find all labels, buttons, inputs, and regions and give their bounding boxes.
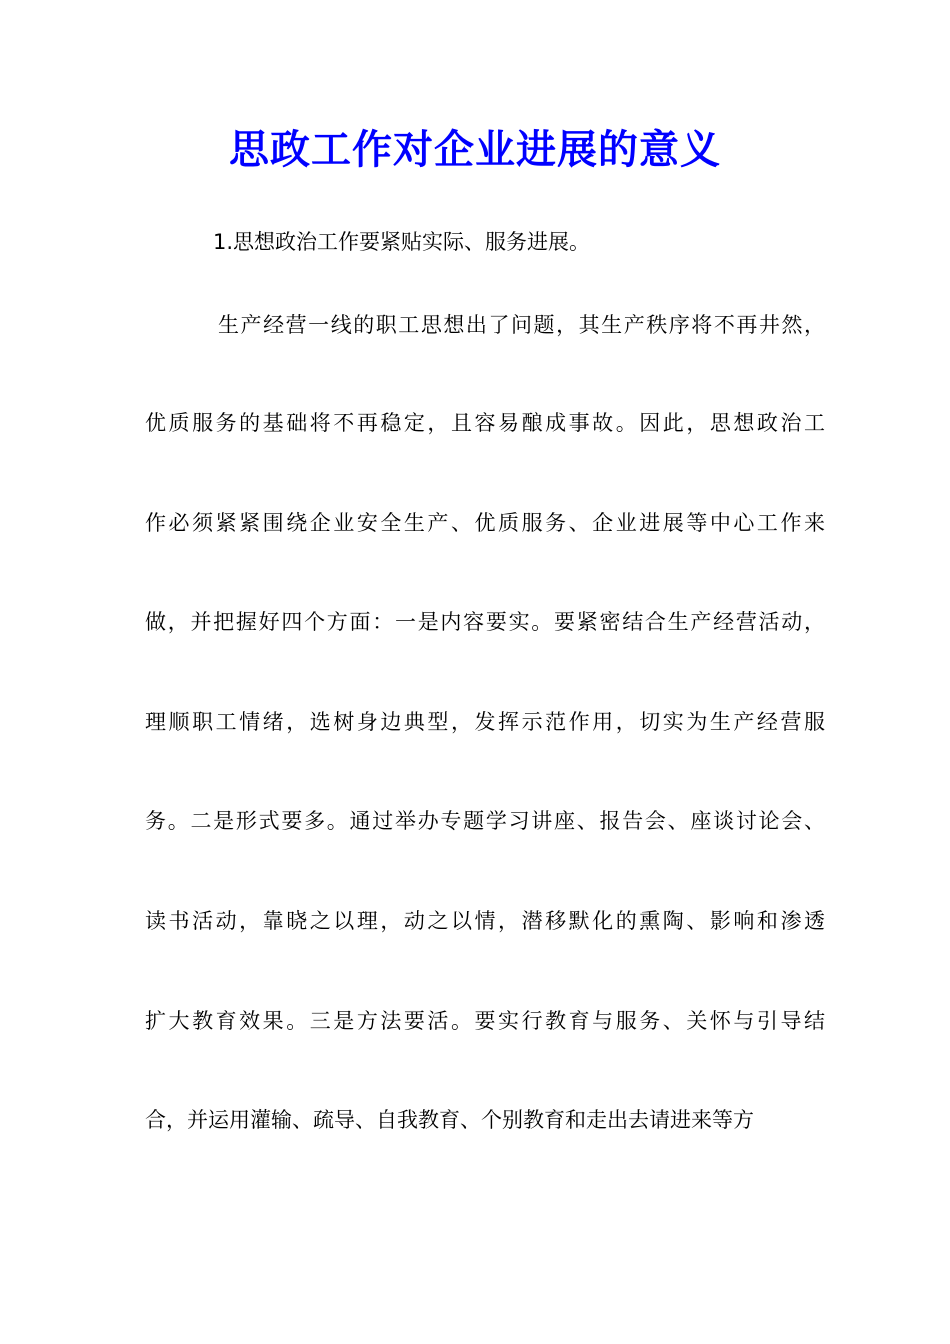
body-line: 生产经营一线的职工思想出了问题，其生产秩序将不再井然， bbox=[218, 313, 825, 337]
body-line: 作必须紧紧围绕企业安全生产、优质服务、企业进展等中心工作来 bbox=[145, 511, 825, 535]
body-line: 优质服务的基础将不再稳定，且容易酿成事故。因此，思想政治工 bbox=[145, 411, 825, 435]
section-heading: 1.思想政治工作要紧贴实际、服务进展。 bbox=[213, 230, 591, 254]
body-line: 理顺职工情绪，选树身边典型，发挥示范作用，切实为生产经营服 bbox=[145, 710, 825, 734]
body-line: 务。二是形式要多。通过举办专题学习讲座、报告会、座谈讨论会、 bbox=[145, 809, 825, 833]
body-line: 读书活动，靠晓之以理，动之以情，潜移默化的熏陶、影响和渗透 bbox=[145, 909, 825, 933]
body-line: 做，并把握好四个方面：一是内容要实。要紧密结合生产经营活动， bbox=[145, 610, 825, 634]
body-line: 扩大教育效果。三是方法要活。要实行教育与服务、关怀与引导结 bbox=[145, 1009, 825, 1033]
body-line: 合，并运用灌输、疏导、自我教育、个别教育和走出去请进来等方 bbox=[145, 1108, 754, 1132]
document-title: 思政工作对企业进展的意义 bbox=[229, 126, 721, 173]
